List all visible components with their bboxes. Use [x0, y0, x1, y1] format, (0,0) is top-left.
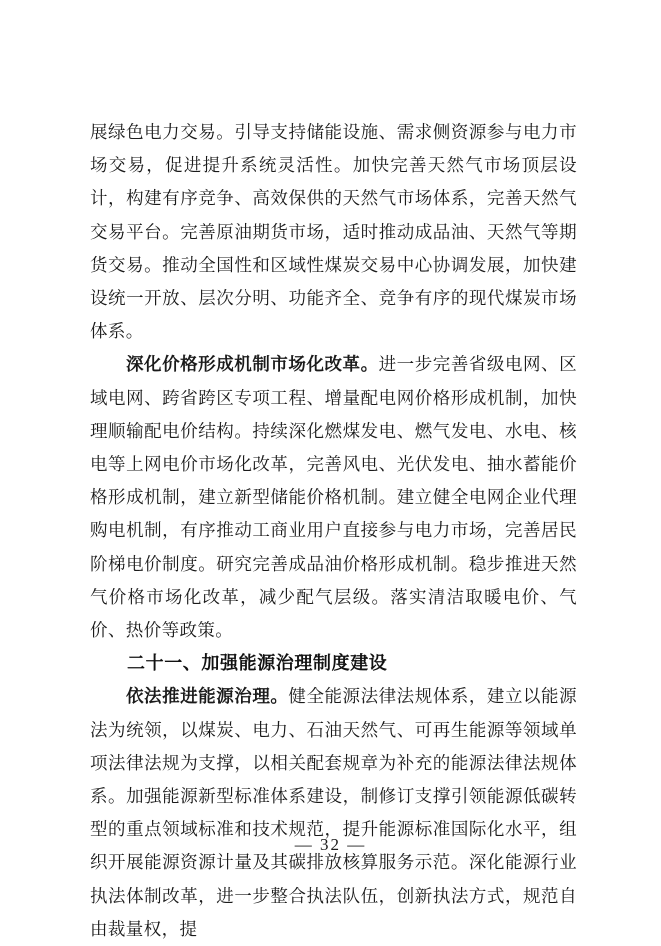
body-text: 展绿色电力交易。引导支持储能设施、需求侧资源参与电力市场交易，促进提升系统灵活性。加快完善天然气市场顶层设计，构建有序竞争、高效保供的天然气市场体系，完善天然气交易平台。完善原油期货市场，适时推动成品油、天然气等期货交易。推动全国性和区域性煤炭交易中心协调发展，加快建设统一开放、层次分明、功能齐全、竞争有序的现代煤炭市场体系。 — [90, 122, 577, 342]
bold-lead-text: 深化价格形成机制市场化改革。 — [126, 354, 379, 375]
text-block — [90, 116, 577, 946]
bold-lead-text: 依法推进能源治理。 — [126, 686, 289, 707]
body-text: 健全能源法律法规体系，建立以能源法为统领，以煤炭、电力、石油天然气、可再生能源等领域单项法律法规为支撑，以相关配套规章为补充的能源法律法规体系。加强能源新型标准体系建设，制修订支撑引领能源低碳转型的重点领域标准和技术规范，提升能源标准国际化水平，组织开展能源资源计量及其碳排放核算服务示范。深化能源行业执法体制改革，进一步整合执法队伍，创新执法方式，规范自由裁量权，提 — [90, 686, 577, 939]
paragraph — [90, 116, 577, 348]
paragraph — [90, 348, 577, 647]
page-number: — 32 — — [294, 835, 367, 854]
paragraph — [90, 680, 577, 946]
page-footer — [0, 834, 661, 856]
heading-text: 二十一、加强能源治理制度建设 — [127, 653, 388, 674]
section-heading — [90, 647, 577, 680]
body-text: 进一步完善省级电网、区域电网、跨省跨区专项工程、增量配电网价格形成机制，加快理顺输配电价结构。持续深化燃煤发电、燃气发电、水电、核电等上网电价市场化改革，完善风电、光伏发电、抽水蓄能价格形成机制，建立新型储能价格机制。建立健全电网企业代理购电机制，有序推动工商业用户直接参与电力市场，完善居民阶梯电价制度。研究完善成品油价格形成机制。稳步推进天然气价格市场化改革，减少配气层级。落实清洁取暖电价、气价、热价等政策。 — [90, 354, 577, 641]
